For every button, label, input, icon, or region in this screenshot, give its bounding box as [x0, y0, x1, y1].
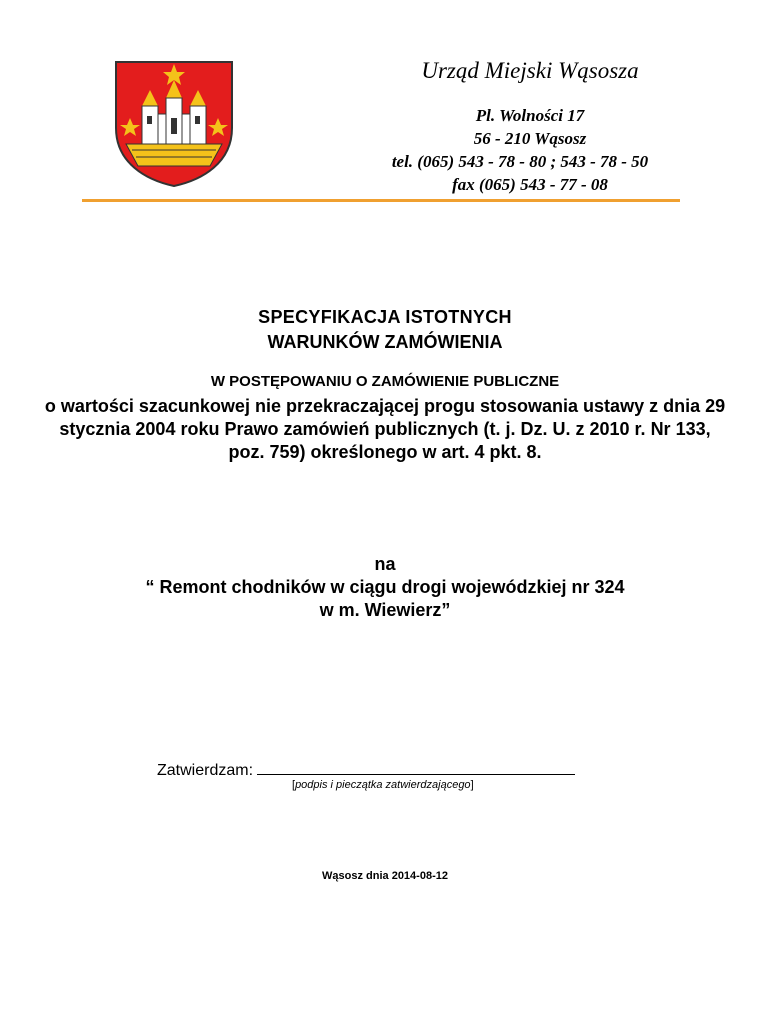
subject-line2: w m. Wiewierz” [319, 600, 451, 620]
fax-line: fax (065) 543 - 77 - 08 [452, 175, 608, 194]
subject-line1: “ Remont chodników w ciągu drogi wojewódzkiej nr 324 [145, 577, 625, 597]
office-name: Urząd Miejski Wąsosza [421, 58, 639, 83]
header-divider [82, 199, 680, 202]
address-street: Pl. Wolności 17 [475, 106, 585, 125]
document-date: Wąsosz dnia 2014-08-12 [322, 870, 448, 882]
subject-na: na [374, 554, 396, 574]
document-title-line1: SPECYFIKACJA ISTOTNYCH [258, 307, 512, 327]
signature-caption-text: podpis i pieczątka zatwierdzającego [295, 779, 471, 791]
document-title-line2: WARUNKÓW ZAMÓWIENIA [267, 332, 503, 352]
phone-line: tel. (065) 543 - 78 - 80 ; 543 - 78 - 50 [391, 152, 649, 171]
procedure-heading: W POSTĘPOWANIU O ZAMÓWIENIE PUBLICZNE [210, 373, 560, 390]
procedure-description: o wartości szacunkowej nie przekraczającej progu stosowania ustawy z dnia 29 stycznia 2004 roku Prawo zamówień publicznych (t. j. Dz. U. z 2010 r. Nr 133, poz. 759) określonego w art. 4 pkt. 8. [44, 396, 726, 462]
address-postal: 56 - 210 Wąsosz [473, 129, 587, 148]
signature-caption: [podpis i pieczątka zatwierdzającego] [292, 779, 474, 791]
signature-line [257, 760, 575, 775]
approval-label: Zatwierdzam: [157, 762, 254, 779]
approval-field [157, 760, 575, 780]
coat-of-arms-icon [112, 58, 236, 188]
